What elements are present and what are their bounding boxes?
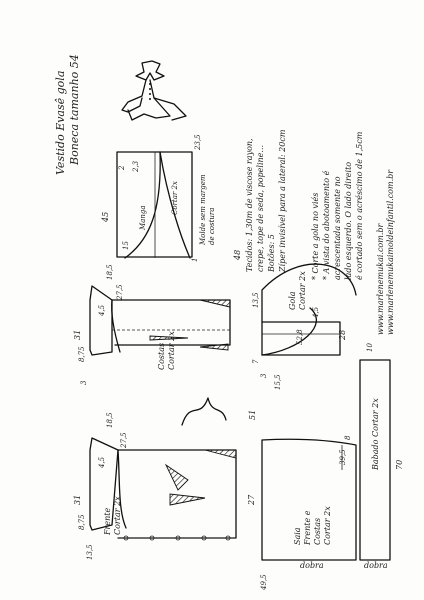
collar-d155: 15,5 bbox=[274, 374, 282, 390]
skirt-d395: 39,5 bbox=[339, 449, 347, 465]
skirt-label1: Saia bbox=[293, 527, 302, 545]
skirt-fold: dobra bbox=[300, 561, 324, 570]
note-5: é cortado sem o acréscimo de 1,5cm bbox=[355, 131, 364, 280]
front-d275: 27,5 bbox=[120, 432, 128, 448]
note-4: lado esquerdo. O lado direito bbox=[344, 161, 353, 280]
sleeve-label: Manga bbox=[139, 205, 147, 230]
front-piece bbox=[73, 410, 257, 560]
materials-buttons: Botões: 5 bbox=[267, 234, 276, 272]
front-d31: 31 bbox=[73, 494, 82, 505]
note-2: * A vista do abotoamento é bbox=[322, 170, 331, 280]
materials-zipper: Zíper invisível para a lateral: 20cm bbox=[278, 129, 287, 272]
collar-d28: 28 bbox=[338, 329, 347, 340]
ruffle-d70: 70 bbox=[395, 459, 404, 470]
title-line1: Vestido Evasê gola bbox=[54, 70, 67, 175]
note-1: * Corte a gola no viés bbox=[311, 192, 320, 280]
collar-d7: 7 bbox=[252, 359, 260, 364]
dress-sketch bbox=[122, 61, 186, 120]
sleeve-d45: 45 bbox=[101, 211, 110, 222]
sleeve-d235: 23,5 bbox=[194, 134, 202, 150]
back-d185: 18,5 bbox=[106, 264, 114, 280]
back-d45: 4,5 bbox=[98, 304, 106, 316]
collar-d135: 13,5 bbox=[252, 292, 260, 308]
collar-d45: 4,5 bbox=[312, 306, 320, 318]
collar-d3: 3 bbox=[260, 373, 268, 378]
ruffle-fold: dobra bbox=[364, 561, 388, 570]
front-d875: 8,75 bbox=[78, 514, 86, 530]
skirt-d8: 8 bbox=[344, 435, 352, 440]
front-d51: 51 bbox=[248, 409, 257, 420]
materials-fabric2: crepe, tope de seda, popeline... bbox=[256, 144, 265, 272]
materials-block bbox=[245, 129, 287, 273]
skirt-label4: Cortar 2x bbox=[323, 506, 332, 545]
skirt-d495: 49,5 bbox=[260, 574, 268, 590]
collar-d52: 52,8 bbox=[296, 329, 304, 345]
sleeve-d1: 1 bbox=[191, 257, 199, 262]
sleeve-cut: Cortar 2x bbox=[171, 181, 179, 215]
notes-block bbox=[311, 131, 364, 280]
skirt-label2: Frente e bbox=[303, 510, 312, 545]
front-label1: Frente bbox=[103, 507, 112, 535]
website-block bbox=[376, 169, 395, 335]
sleeve-note2: de costura bbox=[208, 207, 216, 245]
title-line2: Boneca tamanho 54 bbox=[68, 54, 81, 165]
ruffle-label: Babado Cortar 2x bbox=[371, 398, 380, 470]
back-d31: 31 bbox=[73, 329, 82, 340]
skirt-piece bbox=[247, 435, 356, 591]
skirt-d27: 27 bbox=[247, 494, 256, 505]
front-d135: 13,5 bbox=[86, 544, 94, 560]
front-d45: 4,5 bbox=[98, 456, 106, 468]
skirt-label3: Costas bbox=[313, 517, 322, 545]
sleeve-d23: 2,3 bbox=[132, 160, 140, 172]
back-label2: Cortar 2x bbox=[167, 331, 176, 370]
collar-label1: Gola bbox=[288, 291, 297, 310]
website-url2: www.marlenemukaimoldeinfantil.com.br bbox=[386, 169, 395, 335]
back-d275: 27,5 bbox=[116, 284, 124, 300]
ruffle-piece bbox=[360, 343, 404, 570]
title-block bbox=[54, 54, 81, 175]
note-3: acrescentada somente no bbox=[333, 176, 342, 280]
front-d185: 18,5 bbox=[106, 412, 114, 428]
signature bbox=[182, 398, 226, 425]
back-d48: 48 bbox=[233, 249, 242, 260]
ruffle-d10: 10 bbox=[366, 343, 374, 352]
front-label2: Cortar 2x bbox=[113, 496, 122, 535]
website-url1: www.marlenemukai.com.br bbox=[376, 223, 385, 335]
sleeve-piece bbox=[101, 134, 216, 262]
back-d3: 3 bbox=[80, 380, 88, 385]
collar-label2: Cortar 2x bbox=[298, 271, 307, 310]
back-label1: Costas bbox=[157, 342, 166, 370]
sleeve-d15: 15 bbox=[122, 241, 130, 250]
sleeve-note1: Molde sem margem bbox=[199, 174, 207, 245]
materials-fabric: Tecidos: 1,30m de viscose rayon, bbox=[245, 138, 254, 272]
sleeve-d2: 2 bbox=[118, 165, 126, 170]
back-d875: 8,75 bbox=[78, 346, 86, 362]
back-piece bbox=[73, 250, 242, 385]
collar-piece bbox=[252, 264, 356, 390]
